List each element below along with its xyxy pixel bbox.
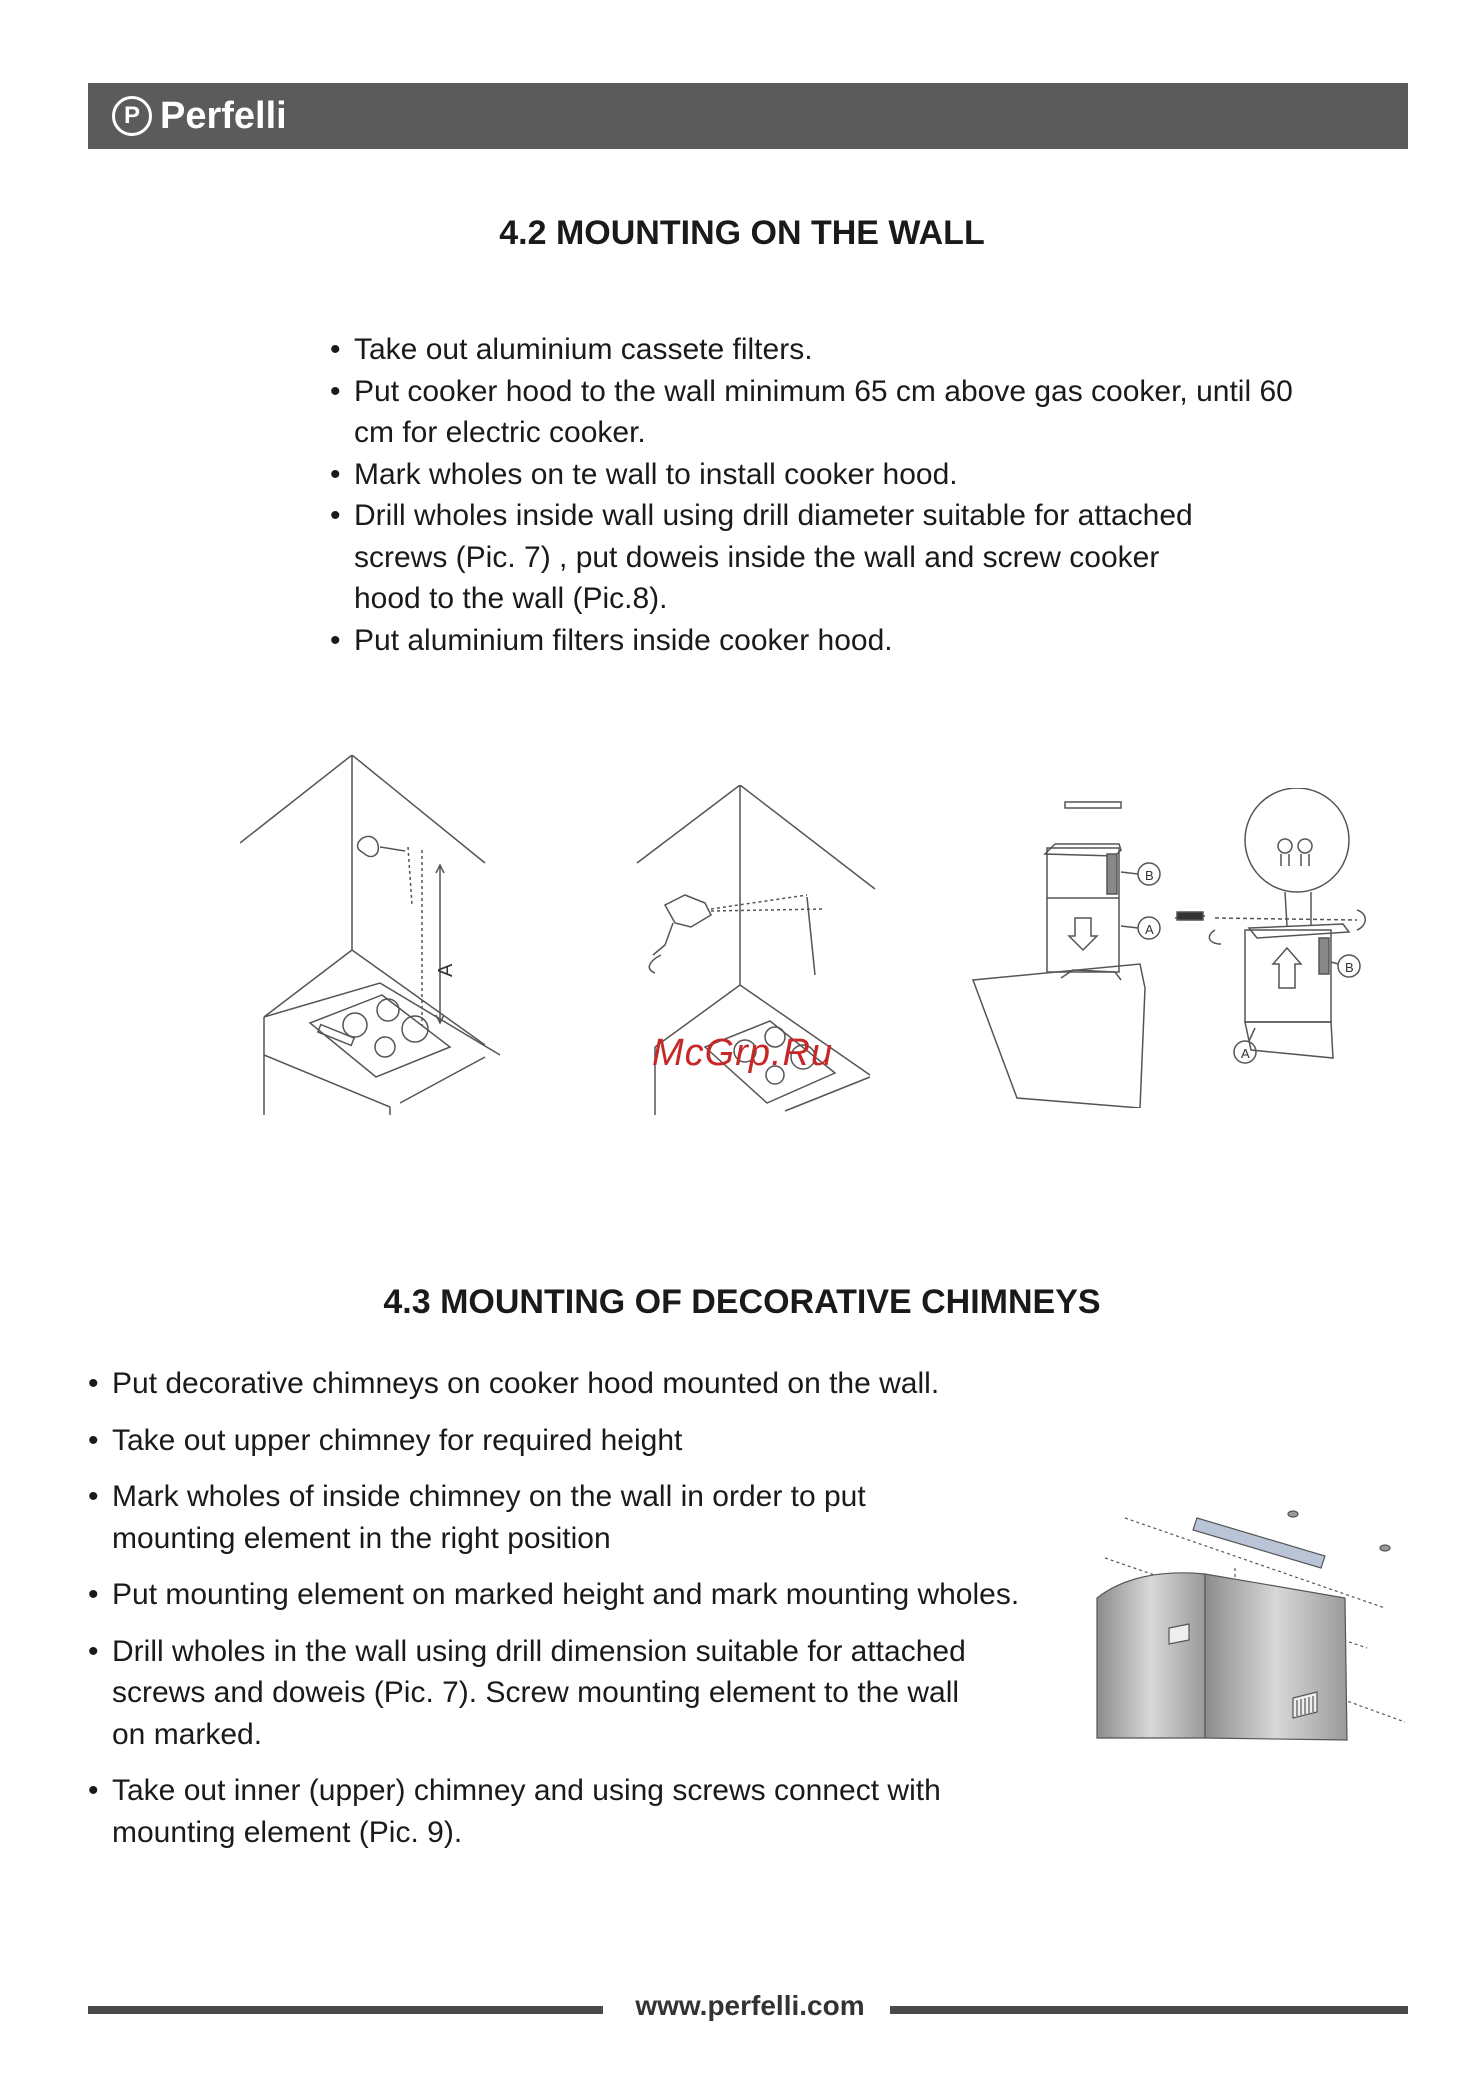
list-item: • Mark wholes of inside chimney on the wall in order to put mounting element in the right position [88,1476,992,1559]
watermark: McGrp.Ru [652,1032,834,1074]
wall-instructions-list [330,329,1340,661]
section-title-chimney: 4.3 MOUNTING OF DECORATIVE CHIMNEYS [383,1283,1101,1321]
list-item: • Mark wholes on te wall to install cooker hood. [330,454,1340,496]
label-b: B [1145,868,1154,883]
list-item: • Drill wholes in the wall using drill dimension suitable for attached screws and doweis (Pic. 7). Screw mounting element to the wall on marked. [88,1631,992,1756]
brand-name: Perfelli [160,94,287,137]
footer-rule-right [890,2006,1408,2014]
list-item: • Put decorative chimneys on cooker hood mounted on the wall. [88,1363,992,1405]
chimney-instructions-list [88,1363,1018,1868]
list-item: • Put mounting element on marked height and mark mounting wholes. [88,1574,1042,1616]
brand-logo [112,95,287,138]
label-b: B [1345,960,1354,975]
figure-chimney-bracket [1085,1478,1415,1748]
list-item: • Take out inner (upper) chimney and using screws connect with mounting element (Pic. 9). [88,1770,992,1853]
list-item: • Take out upper chimney for required height [88,1420,1018,1462]
list-item: • Put aluminium filters inside cooker hood. [330,620,1340,662]
figure-wall-measure [240,755,500,1115]
list-item: • Take out aluminium cassete filters. [330,329,1340,371]
section-title-wall: 4.2 MOUNTING ON THE WALL [499,214,985,252]
list-item: • Drill wholes inside wall using drill diameter suitable for attached screws (Pic. 7) , put doweis inside the wall and screw cooker hood to the wall (Pic.8). [330,495,1224,620]
figure-hood-chimney [965,788,1405,1108]
footer-url[interactable]: www.perfelli.com [635,1990,865,2021]
list-item: • Put cooker hood to the wall minimum 65 cm above gas cooker, until 60 cm for electric cooker. [330,371,1294,454]
logo-p-icon: P [112,96,152,136]
header-bar [88,83,1408,149]
label-a: A [1145,922,1154,937]
dimension-label: A [435,963,457,977]
label-a: A [1241,1046,1250,1061]
footer-rule-left [88,2006,603,2014]
